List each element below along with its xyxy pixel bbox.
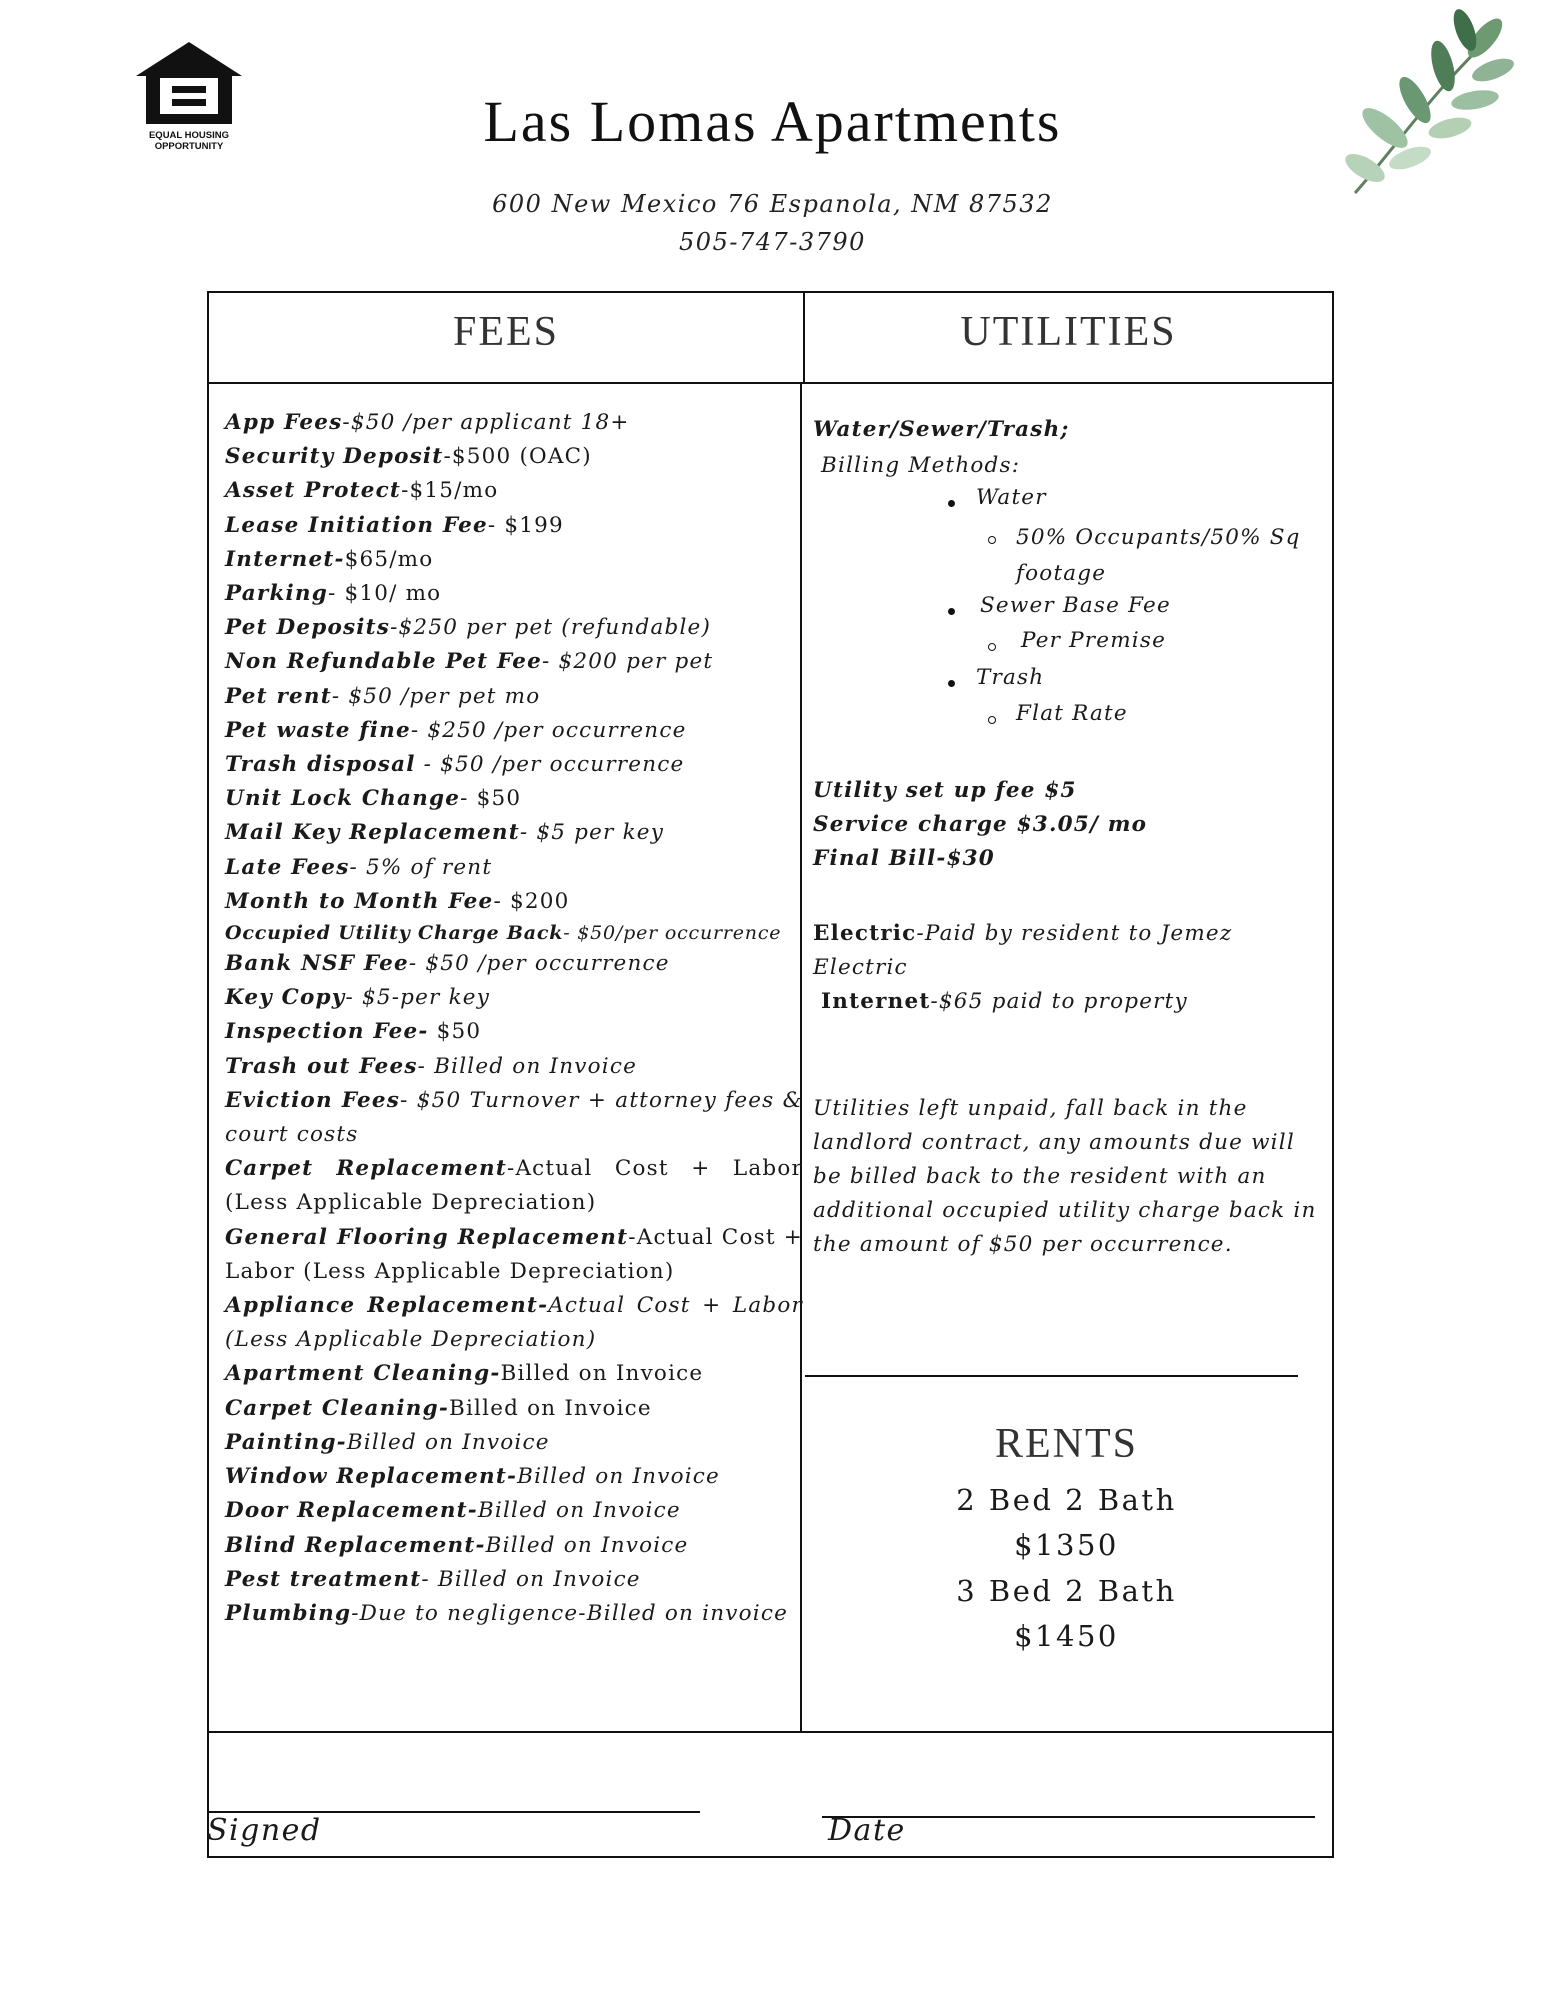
signed-label: Signed [207,1813,322,1848]
fee-row [225,1050,803,1084]
fee-row [225,611,803,645]
fee-value: - $5 per key [519,820,665,846]
table-left-border [207,291,209,1858]
fee-name: Security Deposit [225,444,444,470]
fees-list [225,406,803,1631]
fee-name: Apartment Cleaning- [225,1361,501,1387]
fee-row [225,816,803,850]
fee-value: Billed on Invoice [485,1532,689,1558]
fee-name: Unit Lock Change [225,786,461,812]
fee-row [225,1460,803,1494]
internet-value: -$65 paid to property [930,989,1188,1014]
fee-value: - $50 [460,786,522,812]
rent-price-2: $1450 [1014,1619,1119,1653]
fee-row [225,851,803,885]
fee-name: Painting- [225,1429,347,1455]
fee-value: - $199 [487,512,564,538]
fee-value: -$50 /per applicant 18+ [342,410,630,435]
fee-value: - 5% of rent [349,854,493,880]
fee-row [225,1426,803,1460]
fee-name: Asset Protect [225,478,402,504]
fee-row [225,645,803,679]
fee-row [225,543,803,577]
bullet-icon [948,608,955,615]
fee-value: $50 [428,1019,482,1045]
sub-bullet-icon [988,536,996,544]
sub-bullet-icon [988,716,996,724]
rent-price-1: $1350 [1014,1528,1119,1562]
rent-unit-1: 2 Bed 2 Bath [956,1483,1177,1517]
electric-value: -Paid by resident to Jemez Electric [813,921,1233,980]
fee-row [225,1152,803,1220]
billing-methods-label: Billing Methods: [821,453,1021,478]
header-divider [207,382,1333,384]
final-bill: Final Bill-$30 [813,846,995,871]
fees-heading: FEES [452,309,560,355]
equal-housing-text-1: EQUAL HOUSING [148,130,230,141]
phone: 505-747-3790 [679,228,866,256]
fee-row [225,748,803,782]
fee-row [225,1392,803,1426]
electric-info [813,917,1263,985]
rents-divider [805,1375,1298,1377]
fee-name: Pet Deposits [225,615,391,641]
fee-name: Bank NSF Fee [225,951,409,977]
fee-value: - $250 /per occurrence [410,717,687,743]
signature-divider [207,1731,1333,1733]
fee-name: Carpet Cleaning- [225,1395,449,1421]
fee-row [225,885,803,919]
fee-name: Pet rent [225,683,332,709]
utilities-heading: UTILITIES [960,309,1177,355]
sewer-sub-item: Per Premise [1021,628,1167,653]
fee-row [225,714,803,748]
fee-value: Billed on Invoice [448,1395,652,1421]
trash-sub-item: Flat Rate [1016,701,1128,726]
fee-value: - $200 [493,888,570,914]
fee-name: Carpet Replacement [225,1156,507,1182]
fee-name: Occupied Utility Charge Back [225,922,564,945]
fee-row [225,1084,803,1152]
table-bottom-border [207,1856,1333,1858]
fee-row [225,406,803,440]
fee-name: Trash out Fees [225,1053,418,1079]
fee-name: Inspection Fee- [225,1019,429,1045]
electric-label: Electric [813,921,917,946]
fee-name: Mail Key Replacement [225,820,520,846]
fee-name: General Flooring Replacement [225,1224,629,1250]
fee-row [225,1015,803,1049]
fee-name: Parking [225,581,328,607]
address: 600 New Mexico 76 Espanola, NM 87532 [492,190,1053,218]
fee-value: - $200 per pet [542,649,714,675]
fee-value: - $50/per occurrence [563,922,782,945]
fee-row [225,782,803,816]
fee-row [225,919,803,947]
fee-value: - Billed on Invoice [421,1566,641,1592]
bullet-icon [948,680,955,687]
fee-value: -Actual Cost + Labor (Less Applicable Depreciation) [225,1156,803,1216]
fee-name: Eviction Fees [225,1087,401,1113]
fee-value: - $5-per key [345,985,491,1011]
water-sewer-trash-label: Water/Sewer/Trash; [813,417,1070,442]
trash-item: Trash [976,665,1045,690]
fee-row [225,947,803,981]
fee-value: $65/mo [344,546,434,572]
fee-name: Month to Month Fee [225,888,494,914]
fee-row [225,981,803,1015]
page-title: Las Lomas Apartments [483,89,1062,154]
fee-name: Key Copy [225,985,346,1011]
fee-row [225,440,803,474]
setup-fee: Utility set up fee $5 [813,778,1077,803]
table-right-border [1332,291,1334,1858]
sewer-item: Sewer Base Fee [980,593,1171,618]
fee-row [225,474,803,508]
fee-row [225,509,803,543]
fee-value: Billed on Invoice [346,1429,550,1455]
internet-info [821,985,1341,1019]
fee-name: Non Refundable Pet Fee [225,649,543,675]
fee-value: - $50 Turnover + attorney fees & court costs [225,1087,803,1148]
fee-value: - $10/ mo [327,581,442,607]
fee-value: -Actual Cost + Labor (Less Applicable Depreciation) [225,1224,803,1284]
fee-value: Billed on Invoice [500,1361,704,1387]
fee-row [225,1563,803,1597]
fee-name: Internet- [225,546,345,572]
unpaid-utilities-note: Utilities left unpaid, fall back in the landlord contract, any amounts due will be billed back to the resident with an additional occupied utility charge back in the amount of $50 per occurrence. [813,1096,1317,1257]
service-charge: Service charge $3.05/ mo [813,812,1148,837]
fee-value: - $50 /per occurrence [408,951,670,977]
internet-label: Internet [821,989,931,1014]
fee-value: Billed on Invoice [517,1464,720,1490]
sub-bullet-icon [988,643,996,651]
fee-name: Door Replacement- [225,1498,478,1524]
fee-name: Late Fees [225,854,350,880]
fee-name: Window Replacement- [225,1464,518,1490]
fee-row [225,1289,803,1357]
date-label: Date [828,1813,906,1848]
fee-name: Lease Initiation Fee [225,512,488,538]
fee-value: Actual Cost + Labor (Less Applicable Depreciation) [225,1293,803,1353]
fee-value: -$500 (OAC) [443,444,592,470]
fee-value: - $50 /per occurrence [415,752,685,778]
fee-name: Trash disposal [225,752,416,778]
equal-housing-text-2: OPPORTUNITY [154,141,224,152]
fee-row [225,1597,803,1631]
fee-name: Blind Replacement- [225,1532,486,1558]
water-sub-item: 50% Occupants/50% Sq footage [1016,525,1301,586]
fee-name: Pest treatment [225,1566,422,1592]
fee-row [225,1357,803,1391]
utility-fees [813,774,1333,876]
fee-name: Appliance Replacement- [225,1293,549,1319]
fee-row [225,1221,803,1289]
fee-row [225,680,803,714]
fee-name: Plumbing [225,1600,352,1626]
water-item: Water [976,485,1047,510]
fee-value: Billed on Invoice [477,1498,681,1524]
fee-name: Pet waste fine [225,717,411,743]
fee-value: -$15/mo [401,478,499,504]
bullet-icon [948,500,955,507]
fee-value: -$250 per pet (refundable) [390,615,712,641]
fee-row [225,1494,803,1528]
table-top-border [207,291,1333,293]
rents-heading: RENTS [994,1421,1138,1467]
fee-value: - Billed on Invoice [417,1053,638,1079]
fee-name: App Fees [225,410,343,435]
fee-row [225,577,803,611]
rent-unit-2: 3 Bed 2 Bath [956,1574,1177,1608]
fee-value: -Due to negligence-Billed on invoice [351,1600,788,1626]
fee-value: - $50 /per pet mo [331,683,541,709]
utilities-heading-text [813,413,1333,447]
fee-row [225,1529,803,1563]
